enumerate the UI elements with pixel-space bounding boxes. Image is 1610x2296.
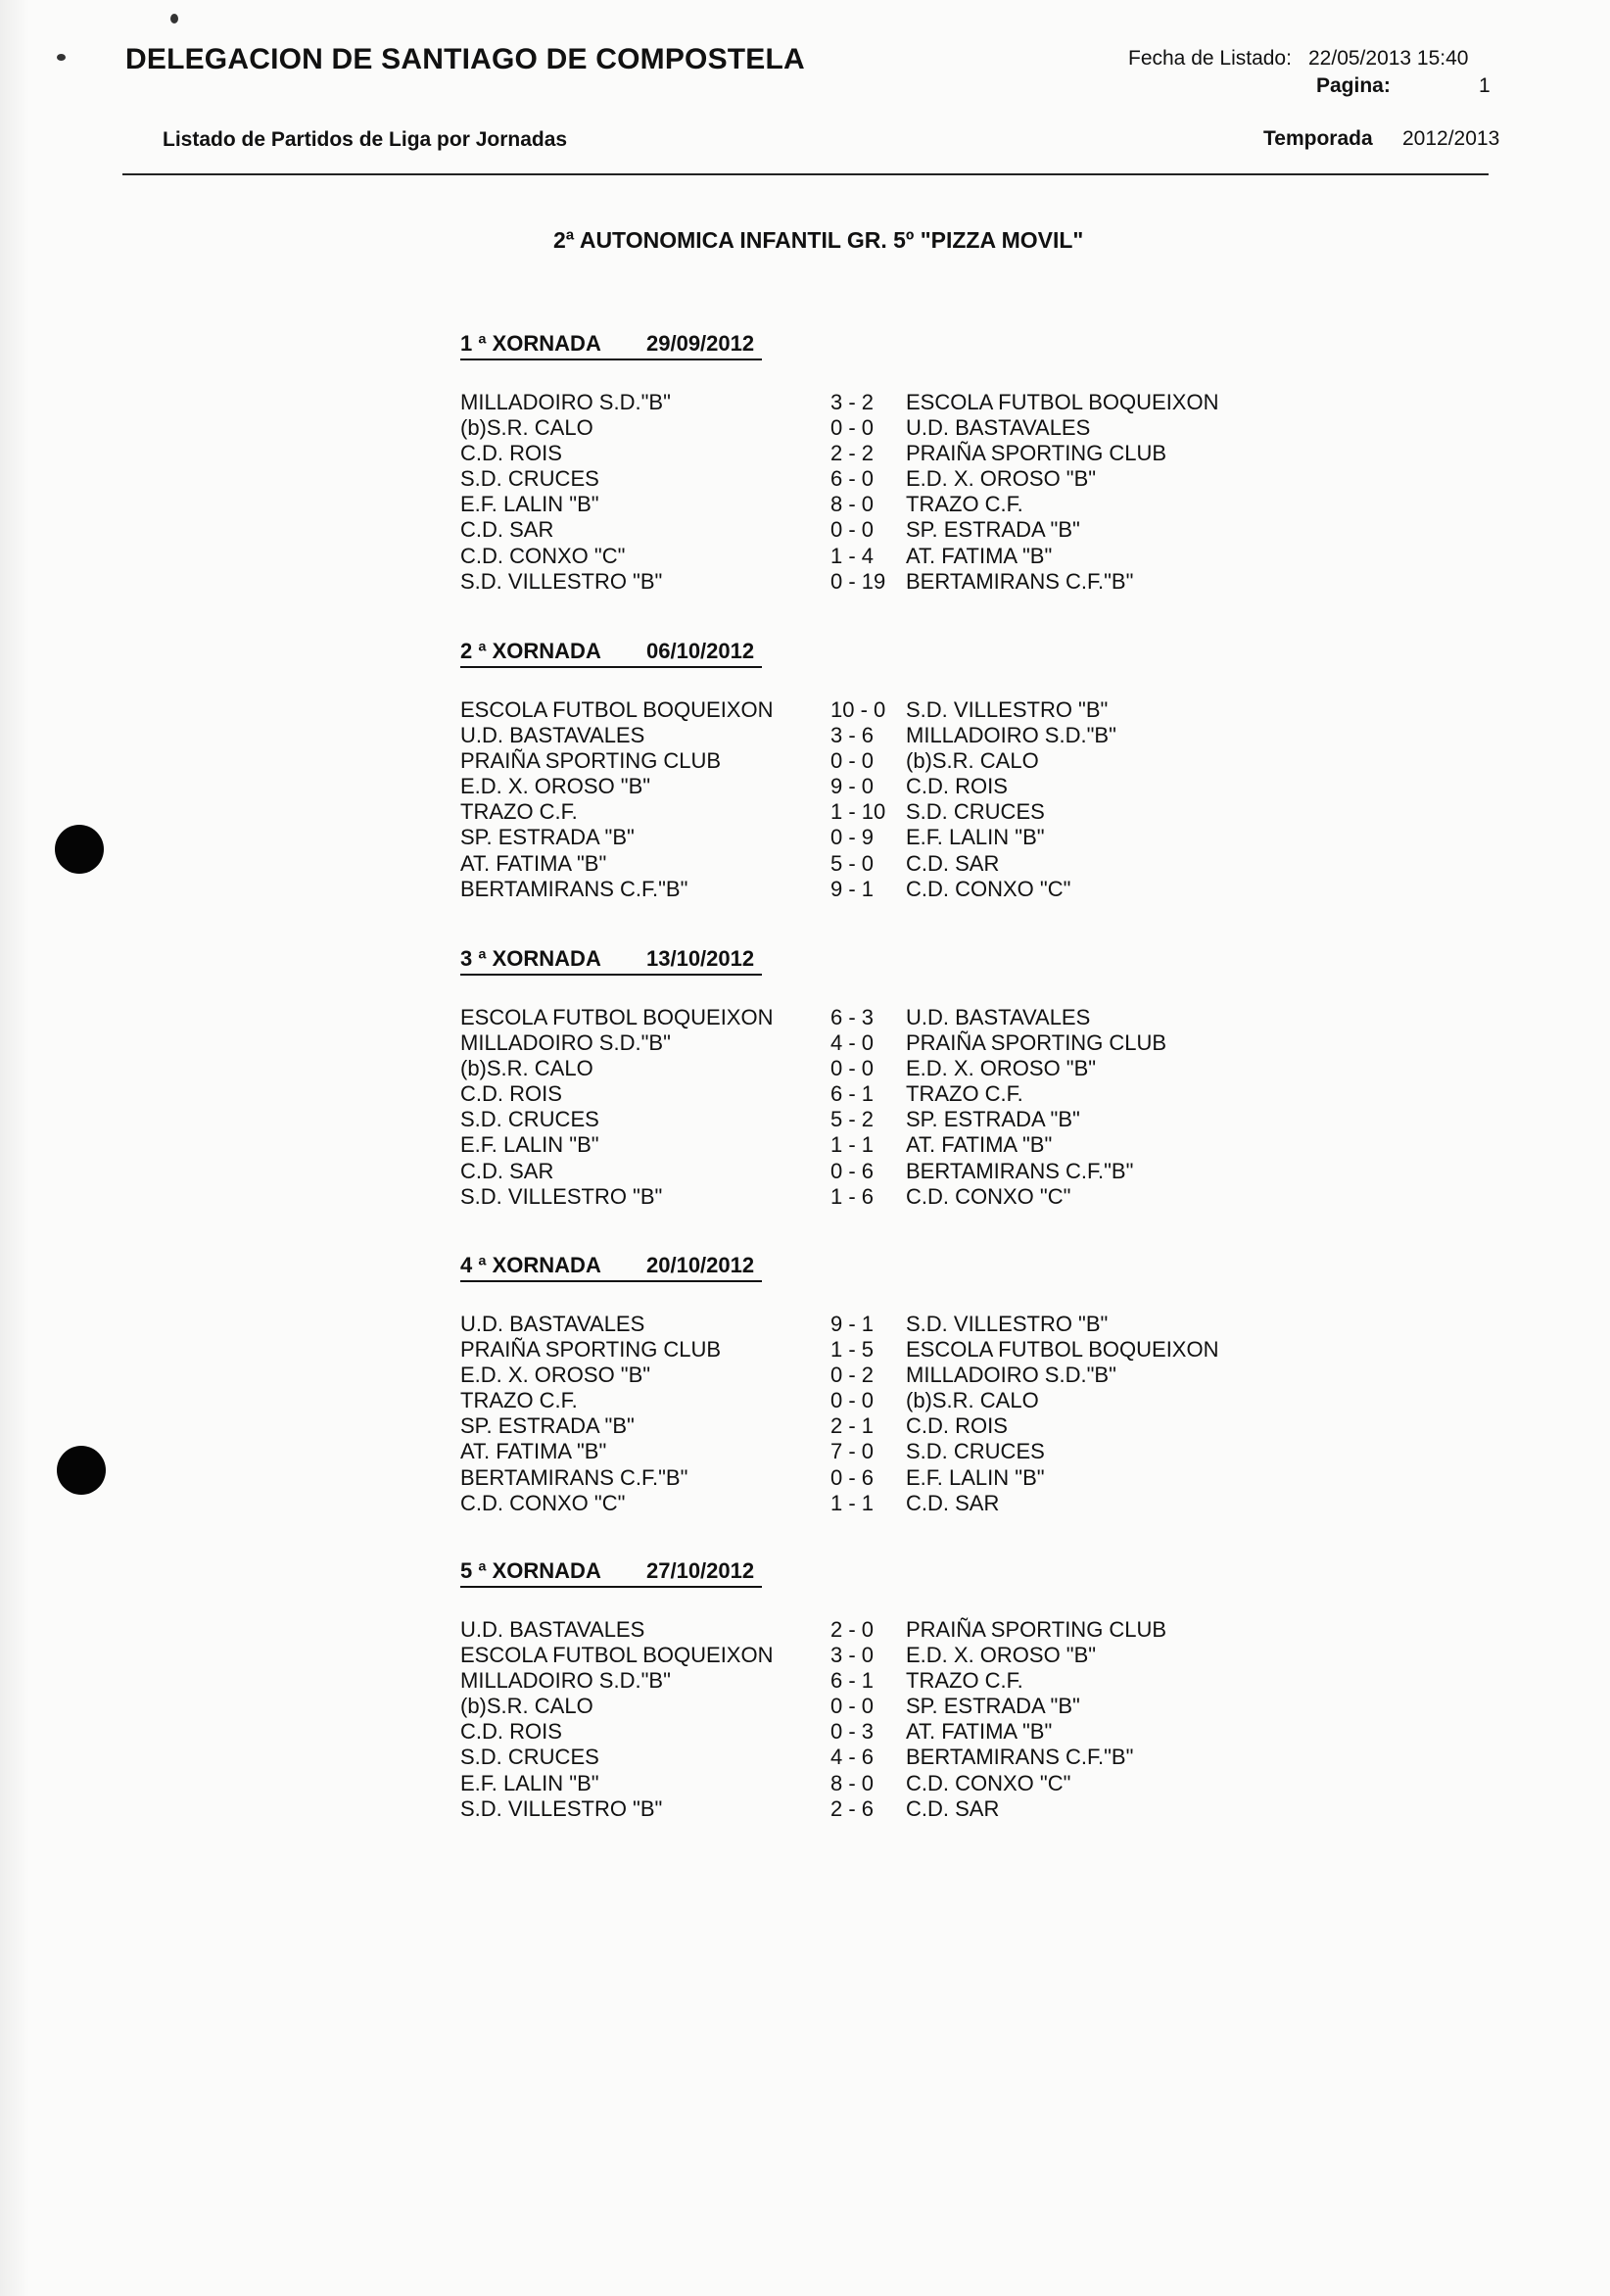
- listing-date-label: Fecha de Listado:: [1128, 47, 1292, 70]
- home-team: AT. FATIMA "B": [460, 850, 607, 876]
- round-label: 3 ª XORNADA: [460, 946, 601, 971]
- round-header: [460, 1253, 1342, 1286]
- punch-hole-top: [55, 825, 104, 874]
- round-5: [460, 1558, 1342, 1822]
- away-team: C.D. ROIS: [906, 1413, 1008, 1439]
- punch-hole-bottom: [57, 1446, 106, 1495]
- score: 1 - 6: [830, 1183, 875, 1209]
- away-team: PRAIÑA SPORTING CLUB: [906, 1030, 1167, 1056]
- away-team: SP. ESTRADA "B": [906, 517, 1080, 543]
- season-label: Temporada: [1263, 127, 1373, 150]
- match-row: [460, 1719, 1342, 1745]
- away-team: PRAIÑA SPORTING CLUB: [906, 1617, 1167, 1642]
- scan-speck: [57, 54, 66, 61]
- score: 1 - 1: [830, 1132, 875, 1158]
- home-team: BERTAMIRANS C.F."B": [460, 876, 688, 901]
- home-team: C.D. ROIS: [460, 1081, 562, 1107]
- match-row: [460, 877, 1342, 902]
- score: 8 - 0: [830, 492, 875, 517]
- match-row: [460, 1363, 1342, 1388]
- away-team: C.D. SAR: [906, 1795, 1000, 1821]
- away-team: S.D. CRUCES: [906, 1439, 1045, 1464]
- score: 0 - 0: [830, 1388, 875, 1413]
- match-row: [460, 1337, 1342, 1363]
- away-team: BERTAMIRANS C.F."B": [906, 1158, 1134, 1183]
- away-team: E.F. LALIN "B": [906, 1464, 1045, 1490]
- away-team: C.D. ROIS: [906, 774, 1008, 799]
- home-team: E.D. X. OROSO "B": [460, 774, 651, 799]
- away-team: C.D. CONXO "C": [906, 1183, 1071, 1209]
- match-row: [460, 1694, 1342, 1719]
- match-row: [460, 492, 1342, 517]
- round-2: [460, 639, 1342, 902]
- round-underline: [460, 1586, 762, 1588]
- score: 5 - 0: [830, 850, 875, 876]
- score: 10 - 0: [830, 697, 886, 722]
- away-team: AT. FATIMA "B": [906, 1132, 1053, 1158]
- page-number: 1: [1479, 74, 1491, 97]
- round-label: 4 ª XORNADA: [460, 1253, 601, 1277]
- score: 2 - 0: [830, 1617, 875, 1642]
- match-row: [460, 1030, 1342, 1056]
- score: 9 - 1: [830, 1312, 875, 1336]
- round-header: [460, 639, 1342, 672]
- match-row: [460, 774, 1342, 799]
- match-row: [460, 466, 1342, 492]
- score: 3 - 6: [830, 723, 875, 748]
- away-team: S.D. VILLESTRO "B": [906, 697, 1109, 722]
- header-divider: [122, 173, 1489, 175]
- score: 0 - 3: [830, 1719, 875, 1745]
- home-team: MILLADOIRO S.D."B": [460, 1668, 671, 1694]
- home-team: (b)S.R. CALO: [460, 415, 593, 441]
- home-team: (b)S.R. CALO: [460, 1056, 593, 1081]
- round-underline: [460, 974, 762, 976]
- score: 0 - 0: [830, 1694, 875, 1719]
- home-team: C.D. SAR: [460, 1158, 554, 1183]
- home-team: C.D. SAR: [460, 517, 554, 543]
- away-team: TRAZO C.F.: [906, 1081, 1023, 1107]
- score: 1 - 1: [830, 1490, 875, 1515]
- home-team: ESCOLA FUTBOL BOQUEIXON: [460, 1005, 774, 1029]
- match-row: [460, 1184, 1342, 1210]
- score: 0 - 2: [830, 1363, 875, 1388]
- page-label: Pagina:: [1316, 74, 1391, 97]
- home-team: E.F. LALIN "B": [460, 1132, 599, 1158]
- home-team: E.F. LALIN "B": [460, 1770, 599, 1795]
- round-header: [460, 331, 1342, 364]
- round-label: 5 ª XORNADA: [460, 1558, 601, 1583]
- home-team: C.D. CONXO "C": [460, 1490, 626, 1515]
- match-row: [460, 799, 1342, 825]
- score: 2 - 1: [830, 1413, 875, 1439]
- home-team: U.D. BASTAVALES: [460, 723, 645, 748]
- away-team: U.D. BASTAVALES: [906, 1005, 1091, 1029]
- match-row: [460, 1159, 1342, 1184]
- away-team: SP. ESTRADA "B": [906, 1107, 1080, 1132]
- competition-title: 2ª AUTONOMICA INFANTIL GR. 5º "PIZZA MOVIL": [553, 227, 1084, 253]
- home-team: S.D. CRUCES: [460, 1107, 599, 1132]
- away-team: C.D. SAR: [906, 850, 1000, 876]
- match-row: [460, 544, 1342, 569]
- score: 0 - 0: [830, 415, 875, 441]
- match-row: [460, 1745, 1342, 1770]
- home-team: E.F. LALIN "B": [460, 492, 599, 517]
- score: 0 - 6: [830, 1464, 875, 1490]
- away-team: E.F. LALIN "B": [906, 825, 1045, 850]
- home-team: S.D. CRUCES: [460, 1745, 599, 1770]
- away-team: MILLADOIRO S.D."B": [906, 1363, 1116, 1388]
- match-row: [460, 851, 1342, 877]
- home-team: TRAZO C.F.: [460, 799, 578, 825]
- score: 0 - 0: [830, 517, 875, 543]
- match-row: [460, 390, 1342, 415]
- match-row: [460, 825, 1342, 850]
- round-underline: [460, 666, 762, 668]
- home-team: PRAIÑA SPORTING CLUB: [460, 748, 722, 774]
- season-value: 2012/2013: [1402, 127, 1500, 150]
- home-team: (b)S.R. CALO: [460, 1694, 593, 1719]
- round-4: [460, 1253, 1342, 1516]
- score: 2 - 2: [830, 441, 875, 466]
- score: 6 - 3: [830, 1005, 875, 1029]
- round-1: [460, 331, 1342, 595]
- round-header: [460, 1558, 1342, 1592]
- match-row: [460, 1796, 1342, 1822]
- score: 3 - 2: [830, 390, 875, 414]
- away-team: U.D. BASTAVALES: [906, 415, 1091, 441]
- home-team: BERTAMIRANS C.F."B": [460, 1464, 688, 1490]
- away-team: BERTAMIRANS C.F."B": [906, 1745, 1134, 1770]
- match-row: [460, 441, 1342, 466]
- score: 9 - 1: [830, 876, 875, 901]
- home-team: ESCOLA FUTBOL BOQUEIXON: [460, 697, 774, 722]
- away-team: AT. FATIMA "B": [906, 1719, 1053, 1745]
- score: 6 - 0: [830, 466, 875, 492]
- score: 7 - 0: [830, 1439, 875, 1464]
- score: 0 - 9: [830, 825, 875, 850]
- match-row: [460, 1132, 1342, 1158]
- home-team: PRAIÑA SPORTING CLUB: [460, 1337, 722, 1363]
- match-row: [460, 1617, 1342, 1643]
- away-team: TRAZO C.F.: [906, 1668, 1023, 1694]
- round-underline: [460, 359, 762, 360]
- score: 0 - 19: [830, 568, 886, 594]
- match-row: [460, 1056, 1342, 1081]
- away-team: E.D. X. OROSO "B": [906, 1643, 1097, 1668]
- away-team: C.D. CONXO "C": [906, 1770, 1071, 1795]
- match-row: [460, 1643, 1342, 1668]
- home-team: S.D. VILLESTRO "B": [460, 1183, 663, 1209]
- scan-edge-shadow: [0, 0, 29, 2296]
- score: 2 - 6: [830, 1795, 875, 1821]
- away-team: C.D. SAR: [906, 1490, 1000, 1515]
- round-3: [460, 946, 1342, 1210]
- round-label: 1 ª XORNADA: [460, 331, 601, 356]
- away-team: S.D. VILLESTRO "B": [906, 1312, 1109, 1336]
- match-row: [460, 1668, 1342, 1694]
- match-row: [460, 1312, 1342, 1337]
- round-date: 29/09/2012: [646, 331, 755, 356]
- round-underline: [460, 1280, 762, 1282]
- score: 0 - 0: [830, 748, 875, 774]
- away-team: AT. FATIMA "B": [906, 543, 1053, 568]
- home-team: C.D. CONXO "C": [460, 543, 626, 568]
- home-team: S.D. VILLESTRO "B": [460, 1795, 663, 1821]
- home-team: U.D. BASTAVALES: [460, 1312, 645, 1336]
- round-label: 2 ª XORNADA: [460, 639, 601, 663]
- home-team: AT. FATIMA "B": [460, 1439, 607, 1464]
- away-team: BERTAMIRANS C.F."B": [906, 568, 1134, 594]
- home-team: SP. ESTRADA "B": [460, 1413, 635, 1439]
- match-row: [460, 415, 1342, 441]
- round-date: 27/10/2012: [646, 1558, 755, 1583]
- match-row: [460, 1388, 1342, 1413]
- away-team: MILLADOIRO S.D."B": [906, 723, 1116, 748]
- score: 1 - 5: [830, 1337, 875, 1363]
- score: 4 - 6: [830, 1745, 875, 1770]
- home-team: MILLADOIRO S.D."B": [460, 390, 671, 414]
- match-row: [460, 1771, 1342, 1796]
- match-row: [460, 1465, 1342, 1491]
- match-row: [460, 1005, 1342, 1030]
- score: 0 - 0: [830, 1056, 875, 1081]
- round-header: [460, 946, 1342, 980]
- score: 6 - 1: [830, 1668, 875, 1694]
- score: 6 - 1: [830, 1081, 875, 1107]
- home-team: TRAZO C.F.: [460, 1388, 578, 1413]
- match-row: [460, 748, 1342, 774]
- score: 9 - 0: [830, 774, 875, 799]
- away-team: (b)S.R. CALO: [906, 1388, 1039, 1413]
- match-row: [460, 1439, 1342, 1464]
- away-team: C.D. CONXO "C": [906, 876, 1071, 901]
- away-team: (b)S.R. CALO: [906, 748, 1039, 774]
- score: 5 - 2: [830, 1107, 875, 1132]
- away-team: TRAZO C.F.: [906, 492, 1023, 517]
- match-row: [460, 1413, 1342, 1439]
- match-row: [460, 1491, 1342, 1516]
- home-team: ESCOLA FUTBOL BOQUEIXON: [460, 1643, 774, 1668]
- score: 3 - 0: [830, 1643, 875, 1668]
- home-team: S.D. CRUCES: [460, 466, 599, 492]
- score: 4 - 0: [830, 1030, 875, 1056]
- score: 1 - 4: [830, 543, 875, 568]
- home-team: E.D. X. OROSO "B": [460, 1363, 651, 1388]
- round-date: 13/10/2012: [646, 946, 755, 971]
- match-row: [460, 697, 1342, 723]
- listing-date: 22/05/2013 15:40: [1308, 47, 1469, 70]
- home-team: C.D. ROIS: [460, 441, 562, 466]
- report-title: Listado de Partidos de Liga por Jornadas: [163, 128, 568, 151]
- away-team: ESCOLA FUTBOL BOQUEIXON: [906, 390, 1219, 414]
- away-team: SP. ESTRADA "B": [906, 1694, 1080, 1719]
- home-team: C.D. ROIS: [460, 1719, 562, 1745]
- home-team: MILLADOIRO S.D."B": [460, 1030, 671, 1056]
- match-row: [460, 1081, 1342, 1107]
- home-team: SP. ESTRADA "B": [460, 825, 635, 850]
- round-date: 20/10/2012: [646, 1253, 755, 1277]
- match-row: [460, 569, 1342, 595]
- away-team: S.D. CRUCES: [906, 799, 1045, 825]
- organization-title: DELEGACION DE SANTIAGO DE COMPOSTELA: [125, 43, 805, 75]
- home-team: U.D. BASTAVALES: [460, 1617, 645, 1642]
- round-date: 06/10/2012: [646, 639, 755, 663]
- match-row: [460, 517, 1342, 543]
- scan-speck: [170, 14, 178, 24]
- match-row: [460, 1107, 1342, 1132]
- match-row: [460, 723, 1342, 748]
- away-team: ESCOLA FUTBOL BOQUEIXON: [906, 1337, 1219, 1363]
- away-team: E.D. X. OROSO "B": [906, 1056, 1097, 1081]
- score: 0 - 6: [830, 1158, 875, 1183]
- away-team: PRAIÑA SPORTING CLUB: [906, 441, 1167, 466]
- home-team: S.D. VILLESTRO "B": [460, 568, 663, 594]
- away-team: E.D. X. OROSO "B": [906, 466, 1097, 492]
- score: 1 - 10: [830, 799, 886, 825]
- score: 8 - 0: [830, 1770, 875, 1795]
